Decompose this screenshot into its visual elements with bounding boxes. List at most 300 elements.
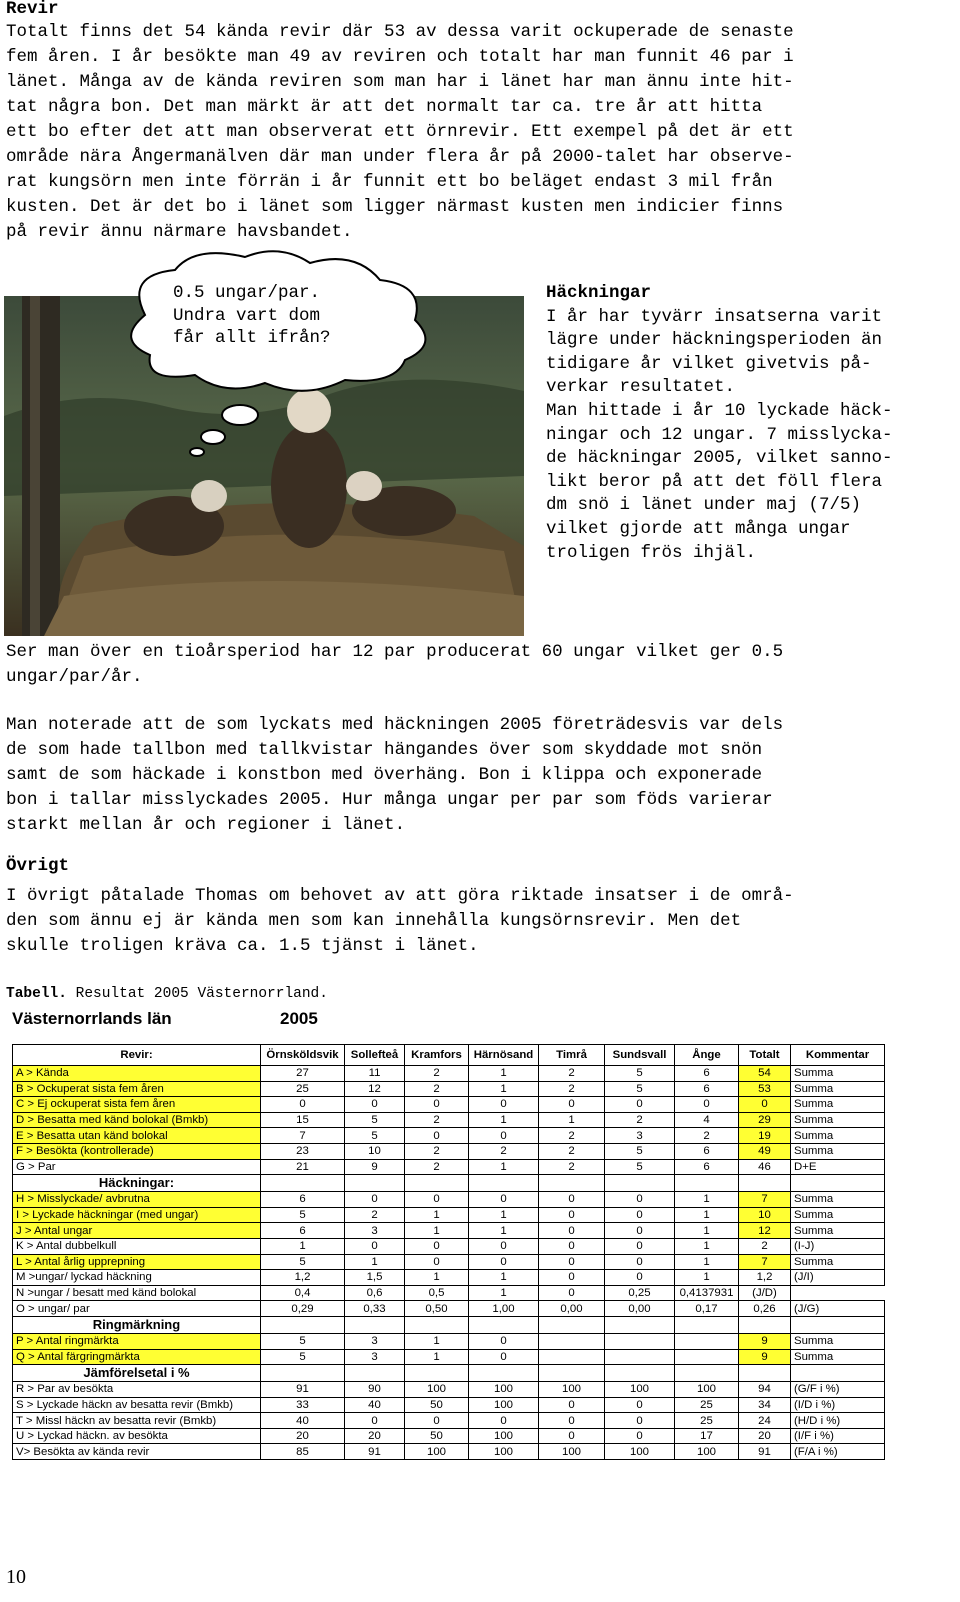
value-cell: 1 xyxy=(405,1270,469,1286)
value-cell: 20 xyxy=(345,1428,405,1444)
ovrigt-line: I övrigt påtalade Thomas om behovet av att göra riktade insatser i de områ- xyxy=(6,886,794,906)
value-cell: 1 xyxy=(345,1254,405,1270)
value-cell: 10 xyxy=(739,1207,791,1223)
value-cell: 7 xyxy=(739,1254,791,1270)
comment-cell: Summa xyxy=(791,1081,885,1097)
empty-cell xyxy=(539,1365,605,1382)
value-cell: 6 xyxy=(675,1143,739,1159)
value-cell: 54 xyxy=(739,1066,791,1082)
empty-cell xyxy=(675,1316,739,1333)
value-cell: 5 xyxy=(261,1254,345,1270)
value-cell: 0,00 xyxy=(539,1301,605,1317)
value-cell: 2 xyxy=(675,1128,739,1144)
table-row xyxy=(13,1333,885,1349)
value-cell xyxy=(675,1333,739,1349)
value-cell: 0 xyxy=(675,1097,739,1113)
para3-line: Man noterade att de som lyckats med häckningen 2005 företrädesvis var dels xyxy=(6,715,784,735)
column-header: Totalt xyxy=(739,1045,791,1066)
empty-cell xyxy=(675,1365,739,1382)
empty-cell xyxy=(791,1316,885,1333)
value-cell: 1,2 xyxy=(261,1270,345,1286)
value-cell: 1 xyxy=(675,1207,739,1223)
value-cell xyxy=(605,1333,675,1349)
value-cell: 2 xyxy=(539,1066,605,1082)
value-cell: 0 xyxy=(605,1428,675,1444)
empty-cell xyxy=(739,1316,791,1333)
value-cell: 0 xyxy=(469,1238,539,1254)
value-cell: 0 xyxy=(405,1254,469,1270)
value-cell: 23 xyxy=(261,1143,345,1159)
value-cell: 7 xyxy=(261,1128,345,1144)
value-cell: 2 xyxy=(539,1081,605,1097)
table-title xyxy=(12,1009,318,1029)
comment-cell: D+E xyxy=(791,1159,885,1175)
para3-line: samt de som häckade i konstbon med överhäng. Bon i klippa och exponerade xyxy=(6,765,763,785)
value-cell: 0,4 xyxy=(261,1285,345,1301)
value-cell: 0 xyxy=(469,1254,539,1270)
value-cell: 0 xyxy=(405,1192,469,1208)
value-cell: 0 xyxy=(469,1413,539,1429)
table-title-county: Västernorrlands län xyxy=(12,1009,172,1028)
value-cell: 0 xyxy=(539,1223,605,1239)
value-cell: 49 xyxy=(739,1143,791,1159)
value-cell: 91 xyxy=(739,1444,791,1460)
value-cell: 2 xyxy=(539,1159,605,1175)
value-cell: 0,5 xyxy=(405,1285,469,1301)
table-caption xyxy=(6,986,328,1002)
table-section-label: Jämförelsetal i % xyxy=(13,1365,261,1382)
value-cell: 100 xyxy=(469,1382,539,1398)
ovrigt-line: den som ännu ej är kända men som kan innehålla kungsörnsrevir. Men det xyxy=(6,911,742,931)
table-row xyxy=(13,1413,885,1429)
table-row xyxy=(13,1238,885,1254)
value-cell: 11 xyxy=(345,1066,405,1082)
column-header: Sundsvall xyxy=(605,1045,675,1066)
comment-cell: (F/A i %) xyxy=(791,1444,885,1460)
table-row xyxy=(13,1192,885,1208)
hackningar-line: tidigare år vilket givetvis på- xyxy=(546,353,872,374)
bubble-line: 0.5 ungar/par. xyxy=(173,283,321,303)
empty-cell xyxy=(739,1365,791,1382)
row-label: C > Ej ockuperat sista fem åren xyxy=(13,1097,261,1113)
value-cell: 0 xyxy=(469,1128,539,1144)
table-section-row xyxy=(13,1175,885,1192)
revir-line: Totalt finns det 54 kända revir där 53 av dessa varit ockuperade de senaste xyxy=(6,22,794,42)
value-cell: 0 xyxy=(539,1397,605,1413)
value-cell: 50 xyxy=(405,1397,469,1413)
para2-line: ungar/par/år. xyxy=(6,667,143,687)
value-cell: 0,17 xyxy=(675,1301,739,1317)
value-cell: 0 xyxy=(405,1097,469,1113)
empty-cell xyxy=(791,1365,885,1382)
value-cell: 1,5 xyxy=(345,1270,405,1286)
comment-cell: Summa xyxy=(791,1223,885,1239)
value-cell: 1 xyxy=(469,1207,539,1223)
comment-cell: Summa xyxy=(791,1097,885,1113)
value-cell: 15 xyxy=(261,1112,345,1128)
row-label: R > Par av besökta xyxy=(13,1382,261,1398)
bubble-line: Undra vart dom xyxy=(173,305,321,326)
table-section-label: Ringmärkning xyxy=(13,1316,261,1333)
value-cell: 5 xyxy=(345,1112,405,1128)
comment-cell: (J/I) xyxy=(791,1270,885,1286)
value-cell: 100 xyxy=(675,1382,739,1398)
row-label: U > Lyckad häckn. av besökta xyxy=(13,1428,261,1444)
value-cell: 6 xyxy=(675,1081,739,1097)
value-cell: 6 xyxy=(675,1159,739,1175)
table-row xyxy=(13,1159,885,1175)
table-row xyxy=(13,1285,885,1301)
revir-line: fem åren. I år besökte man 49 av reviren och totalt har man funnit 46 par i xyxy=(6,47,794,67)
value-cell: 33 xyxy=(261,1397,345,1413)
row-label: H > Misslyckade/ avbrutna xyxy=(13,1192,261,1208)
value-cell: 5 xyxy=(605,1066,675,1082)
value-cell: 0,25 xyxy=(605,1285,675,1301)
value-cell: 21 xyxy=(261,1159,345,1175)
comment-cell: (I/D i %) xyxy=(791,1397,885,1413)
value-cell: 0 xyxy=(469,1349,539,1365)
table-row xyxy=(13,1301,885,1317)
value-cell: 0 xyxy=(605,1397,675,1413)
value-cell: 100 xyxy=(469,1428,539,1444)
value-cell: 1 xyxy=(469,1081,539,1097)
value-cell: 20 xyxy=(261,1428,345,1444)
revir-line: länet. Många av de kända reviren som man har i länet har man ännu inte hit- xyxy=(6,72,794,92)
value-cell: 5 xyxy=(605,1159,675,1175)
para3-line: starkt mellan år och regioner i länet. xyxy=(6,815,406,835)
value-cell: 5 xyxy=(261,1333,345,1349)
empty-cell xyxy=(345,1175,405,1192)
value-cell: 1 xyxy=(405,1223,469,1239)
value-cell: 0 xyxy=(605,1238,675,1254)
value-cell: 0,33 xyxy=(345,1301,405,1317)
empty-cell xyxy=(345,1365,405,1382)
value-cell: 2 xyxy=(539,1128,605,1144)
value-cell: 2 xyxy=(605,1112,675,1128)
value-cell: 50 xyxy=(405,1428,469,1444)
table-row xyxy=(13,1207,885,1223)
hackningar-line: de häckningar 2005, vilket sanno- xyxy=(546,448,893,469)
value-cell: 25 xyxy=(675,1413,739,1429)
hackningar-section xyxy=(546,282,956,565)
value-cell: 0 xyxy=(605,1254,675,1270)
column-header: Örnsköldsvik xyxy=(261,1045,345,1066)
row-label: B > Ockuperat sista fem åren xyxy=(13,1081,261,1097)
value-cell: 3 xyxy=(345,1349,405,1365)
thought-bubble xyxy=(105,245,445,460)
value-cell: 40 xyxy=(261,1413,345,1429)
table-row xyxy=(13,1112,885,1128)
value-cell: 1 xyxy=(261,1238,345,1254)
value-cell: 10 xyxy=(345,1143,405,1159)
table-row xyxy=(13,1097,885,1113)
value-cell: 46 xyxy=(739,1159,791,1175)
table-row xyxy=(13,1382,885,1398)
table-row xyxy=(13,1397,885,1413)
table-row xyxy=(13,1270,885,1286)
value-cell: 2 xyxy=(405,1066,469,1082)
table-row xyxy=(13,1254,885,1270)
value-cell: 5 xyxy=(605,1143,675,1159)
para3-line: bon i tallar misslyckades 2005. Hur många ungar per par som föds varierar xyxy=(6,790,773,810)
value-cell: 25 xyxy=(261,1081,345,1097)
value-cell: 0 xyxy=(605,1192,675,1208)
empty-cell xyxy=(261,1175,345,1192)
decade-paragraph xyxy=(6,640,946,690)
value-cell: 100 xyxy=(605,1444,675,1460)
row-label: N >ungar / besatt med känd bolokal xyxy=(13,1285,261,1301)
value-cell: 0 xyxy=(739,1097,791,1113)
value-cell: 9 xyxy=(739,1333,791,1349)
value-cell: 1 xyxy=(469,1223,539,1239)
value-cell: 1 xyxy=(405,1207,469,1223)
value-cell: 1,2 xyxy=(739,1270,791,1286)
value-cell: 9 xyxy=(345,1159,405,1175)
value-cell: 6 xyxy=(261,1192,345,1208)
thought-bubble-text xyxy=(173,282,331,350)
value-cell: 2 xyxy=(739,1238,791,1254)
value-cell: 25 xyxy=(675,1397,739,1413)
value-cell: 0 xyxy=(539,1097,605,1113)
empty-cell xyxy=(345,1316,405,1333)
table-row xyxy=(13,1081,885,1097)
table-row xyxy=(13,1444,885,1460)
hackningar-line: ningar och 12 ungar. 7 misslycka- xyxy=(546,424,893,445)
value-cell: 0 xyxy=(539,1192,605,1208)
hackningar-line: lägre under häckningsperioden än xyxy=(546,330,883,351)
value-cell: 90 xyxy=(345,1382,405,1398)
revir-line: ett bo efter det att man observerat ett örnrevir. Ett exempel på det är ett xyxy=(6,122,794,142)
revir-line: område nära Ångermanälven där man under flera år på 2000-talet har observe- xyxy=(6,147,794,167)
value-cell: 1 xyxy=(675,1192,739,1208)
table-title-year: 2005 xyxy=(280,1009,318,1028)
value-cell: 1 xyxy=(675,1270,739,1286)
empty-cell xyxy=(469,1175,539,1192)
value-cell: 5 xyxy=(605,1081,675,1097)
value-cell: 0,26 xyxy=(739,1301,791,1317)
ovrigt-paragraph xyxy=(6,884,946,959)
value-cell: 100 xyxy=(469,1444,539,1460)
value-cell: 53 xyxy=(739,1081,791,1097)
value-cell: 0 xyxy=(605,1413,675,1429)
caption-text: Resultat 2005 Västernorrland. xyxy=(66,986,328,1002)
value-cell: 34 xyxy=(739,1397,791,1413)
value-cell: 100 xyxy=(539,1444,605,1460)
section-heading-revir: Revir xyxy=(6,0,59,19)
comment-cell: Summa xyxy=(791,1333,885,1349)
empty-cell xyxy=(469,1365,539,1382)
table-header-row xyxy=(13,1045,885,1066)
column-header: Kramfors xyxy=(405,1045,469,1066)
value-cell: 0 xyxy=(405,1413,469,1429)
table-section-row xyxy=(13,1316,885,1333)
hackningar-line: dm snö i länet under maj (7/5) xyxy=(546,495,862,516)
value-cell: 2 xyxy=(345,1207,405,1223)
value-cell: 0 xyxy=(605,1270,675,1286)
empty-cell xyxy=(469,1316,539,1333)
row-label: O > ungar/ par xyxy=(13,1301,261,1317)
value-cell: 12 xyxy=(345,1081,405,1097)
value-cell xyxy=(539,1349,605,1365)
comment-cell: Summa xyxy=(791,1349,885,1365)
value-cell: 0 xyxy=(605,1097,675,1113)
empty-cell xyxy=(539,1316,605,1333)
value-cell: 5 xyxy=(345,1128,405,1144)
revir-line: på revir ännu närmare havsbandet. xyxy=(6,222,353,242)
comment-cell: Summa xyxy=(791,1254,885,1270)
value-cell: 19 xyxy=(739,1128,791,1144)
empty-cell xyxy=(605,1365,675,1382)
value-cell: 0 xyxy=(539,1270,605,1286)
hackningar-line: verkar resultatet. xyxy=(546,377,736,398)
value-cell: 0,6 xyxy=(345,1285,405,1301)
value-cell: 5 xyxy=(261,1207,345,1223)
comment-cell: (I/F i %) xyxy=(791,1428,885,1444)
empty-cell xyxy=(539,1175,605,1192)
column-header: Ånge xyxy=(675,1045,739,1066)
value-cell: 91 xyxy=(345,1444,405,1460)
value-cell: 100 xyxy=(405,1444,469,1460)
value-cell: 0,4137931 xyxy=(675,1285,739,1301)
empty-cell xyxy=(605,1316,675,1333)
table-row xyxy=(13,1428,885,1444)
comment-cell: (I-J) xyxy=(791,1238,885,1254)
table-row xyxy=(13,1349,885,1365)
page-number: 10 xyxy=(6,1566,26,1588)
value-cell: 1 xyxy=(539,1112,605,1128)
row-label: P > Antal ringmärkta xyxy=(13,1333,261,1349)
value-cell: 7 xyxy=(739,1192,791,1208)
value-cell: 1 xyxy=(405,1349,469,1365)
comment-cell: Summa xyxy=(791,1128,885,1144)
comment-cell: (H/D i %) xyxy=(791,1413,885,1429)
comment-cell: Summa xyxy=(791,1066,885,1082)
value-cell: 1 xyxy=(675,1223,739,1239)
comment-cell: Summa xyxy=(791,1143,885,1159)
value-cell: 0 xyxy=(469,1192,539,1208)
revir-line: rat kungsörn men inte förrän i år funnit ett bo beläget endast 3 mil från xyxy=(6,172,773,192)
column-header: Timrå xyxy=(539,1045,605,1066)
para3-line: de som hade tallbon med tallkvistar hängandes över som skyddade mot snön xyxy=(6,740,763,760)
value-cell: 0 xyxy=(405,1128,469,1144)
value-cell: 2 xyxy=(539,1143,605,1159)
value-cell: 0 xyxy=(345,1413,405,1429)
value-cell: 0 xyxy=(469,1333,539,1349)
empty-cell xyxy=(405,1316,469,1333)
column-header: Kommentar xyxy=(791,1045,885,1066)
value-cell: 2 xyxy=(405,1143,469,1159)
value-cell: 6 xyxy=(261,1223,345,1239)
row-label: T > Missl häckn av besatta revir (Bmkb) xyxy=(13,1413,261,1429)
empty-cell xyxy=(405,1175,469,1192)
empty-cell xyxy=(405,1365,469,1382)
row-label: F > Besökta (kontrollerade) xyxy=(13,1143,261,1159)
value-cell: 17 xyxy=(675,1428,739,1444)
comment-cell: (J/G) xyxy=(791,1301,885,1317)
value-cell: 12 xyxy=(739,1223,791,1239)
value-cell: 1 xyxy=(469,1112,539,1128)
column-header: Sollefteå xyxy=(345,1045,405,1066)
table-section-label: Häckningar: xyxy=(13,1175,261,1192)
value-cell: 0 xyxy=(469,1097,539,1113)
value-cell: 0 xyxy=(539,1238,605,1254)
value-cell: 85 xyxy=(261,1444,345,1460)
hackningar-line: Man hittade i år 10 lyckade häck- xyxy=(546,400,893,421)
comment-cell: (G/F i %) xyxy=(791,1382,885,1398)
section-heading-hackningar: Häckningar xyxy=(546,283,652,303)
value-cell: 1 xyxy=(675,1254,739,1270)
row-label: A > Kända xyxy=(13,1066,261,1082)
empty-cell xyxy=(605,1175,675,1192)
empty-cell xyxy=(261,1316,345,1333)
value-cell: 0 xyxy=(345,1238,405,1254)
value-cell: 24 xyxy=(739,1413,791,1429)
value-cell: 6 xyxy=(675,1066,739,1082)
row-label: G > Par xyxy=(13,1159,261,1175)
value-cell: 0 xyxy=(605,1207,675,1223)
value-cell: 91 xyxy=(261,1382,345,1398)
row-label: J > Antal ungar xyxy=(13,1223,261,1239)
row-label: E > Besatta utan känd bolokal xyxy=(13,1128,261,1144)
value-cell: 100 xyxy=(675,1444,739,1460)
table-row xyxy=(13,1066,885,1082)
value-cell: 5 xyxy=(261,1349,345,1365)
column-header: Härnösand xyxy=(469,1045,539,1066)
value-cell: 0,00 xyxy=(605,1301,675,1317)
section-heading-ovrigt: Övrigt xyxy=(6,856,70,876)
hackningar-line: vilket gjorde att många ungar xyxy=(546,518,851,539)
value-cell: 0 xyxy=(539,1254,605,1270)
value-cell: 100 xyxy=(405,1382,469,1398)
value-cell xyxy=(605,1349,675,1365)
value-cell: 0 xyxy=(405,1238,469,1254)
hackningar-line: troligen frös ihjäl. xyxy=(546,542,757,563)
hackningar-line: likt beror på att det föll flera xyxy=(546,471,883,492)
row-label: M >ungar/ lyckad häckning xyxy=(13,1270,261,1286)
empty-cell xyxy=(261,1365,345,1382)
revir-paragraph xyxy=(6,20,946,245)
value-cell: 1 xyxy=(469,1285,539,1301)
value-cell: 1 xyxy=(469,1159,539,1175)
value-cell: 1 xyxy=(675,1238,739,1254)
value-cell xyxy=(539,1333,605,1349)
row-label: K > Antal dubbelkull xyxy=(13,1238,261,1254)
value-cell: 100 xyxy=(605,1382,675,1398)
empty-cell xyxy=(739,1175,791,1192)
hackningar-line: I år har tyvärr insatserna varit xyxy=(546,306,883,327)
row-label: D > Besatta med känd bolokal (Bmkb) xyxy=(13,1112,261,1128)
column-header: Revir: xyxy=(13,1045,261,1066)
table-row xyxy=(13,1143,885,1159)
value-cell: 0 xyxy=(539,1428,605,1444)
value-cell: 3 xyxy=(345,1333,405,1349)
revir-line: tat några bon. Det man märkt är att det normalt tar ca. tre år att hitta xyxy=(6,97,763,117)
value-cell: 1,00 xyxy=(469,1301,539,1317)
value-cell: 9 xyxy=(739,1349,791,1365)
nesting-paragraph xyxy=(6,713,946,838)
value-cell: 0 xyxy=(261,1097,345,1113)
value-cell: 1 xyxy=(405,1333,469,1349)
value-cell xyxy=(675,1349,739,1365)
value-cell: 100 xyxy=(469,1397,539,1413)
value-cell: 2 xyxy=(405,1081,469,1097)
row-label: V> Besökta av kända revir xyxy=(13,1444,261,1460)
value-cell: 100 xyxy=(539,1382,605,1398)
bubble-line: får allt ifrån? xyxy=(173,328,331,348)
table-row xyxy=(13,1223,885,1239)
value-cell: 2 xyxy=(469,1143,539,1159)
value-cell: 2 xyxy=(405,1112,469,1128)
